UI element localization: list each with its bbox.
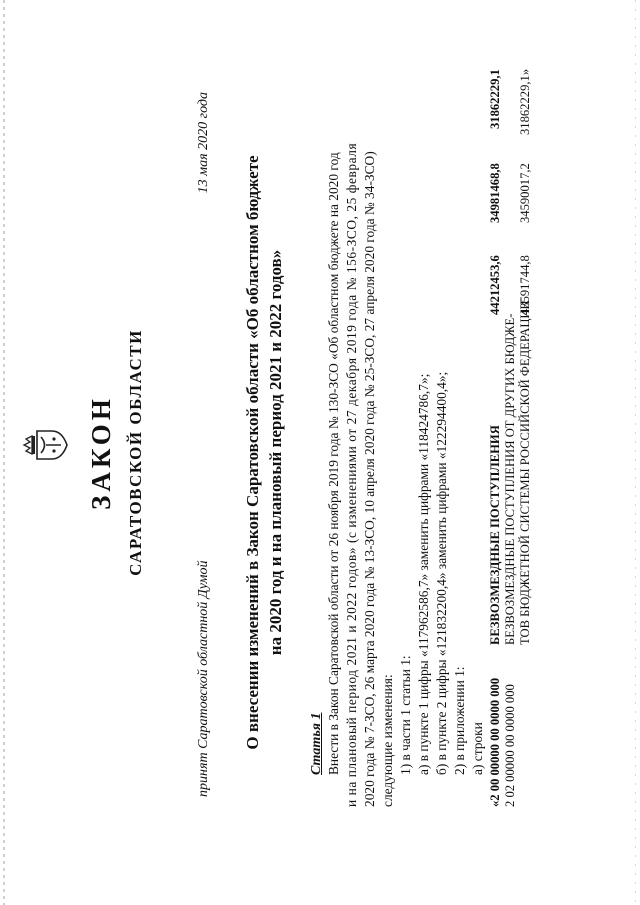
law-title-line-2: на 2020 год и на плановый период 2021 и 2022 годов» <box>265 249 285 656</box>
table-cell-name: БЕЗВОЗМЕЗДНЫЕ ПОСТУПЛЕНИЯ <box>488 425 502 645</box>
table-cell-name: БЕЗВОЗМЕЗДНЫЕ ПОСТУПЛЕНИЯ ОТ ДРУГИХ БЮДЖЕ- <box>503 313 517 645</box>
table-cell-code: «2 00 00000 00 0000 000 <box>488 677 502 807</box>
article-intro-line: следующие изменения: <box>380 674 395 807</box>
table-cell-2021: 34590017,2 <box>518 163 532 223</box>
list-item: а) в пункте 1 цифры «117962586,7» заменить цифрами «118424786,7»; <box>416 373 431 775</box>
table-cell-code: 2 02 00000 00 0000 000 <box>503 684 517 807</box>
list-item: а) строки <box>470 722 485 775</box>
article-intro-line: Внести в Закон Саратовской области от 26 ноября 2019 года № 130-ЗСО «Об областном бюджете на 2020 год <box>326 152 341 775</box>
list-item: б) в пункте 2 цифры «121832200,4» заменить цифрами «122294400,4»; <box>434 371 449 775</box>
table-cell-2022: 31862229,1 <box>488 69 502 129</box>
coat-of-arms-icon <box>22 425 68 465</box>
table-cell-name: ТОВ БЮДЖЕТНОЙ СИСТЕМЫ РОССИЙСКОЙ ФЕДЕРАЦИИ <box>518 300 532 645</box>
table-cell-2022: 31862229,1» <box>518 68 532 135</box>
region-heading: САРАТОВСКОЙ ОБЛАСТИ <box>126 329 145 576</box>
accepted-by-note: принят Саратовской областной Думой <box>196 560 211 797</box>
table-cell-2020: 44212453,6 <box>488 255 502 315</box>
list-item: 2) в приложении 1: <box>452 666 467 775</box>
table-cell-2020: 43591744,8 <box>518 255 532 315</box>
article-heading: Статья 1 <box>309 712 324 775</box>
law-title-line-1: О внесении изменений в Закон Саратовской области «Об областном бюджете <box>243 155 262 750</box>
adoption-date: 13 мая 2020 года <box>196 92 211 194</box>
article-intro-line: и на плановый период 2021 и 2022 годов» (с изменениями от 27 декабря 2019 года № 156-ЗСО, 25 февраля <box>344 142 359 807</box>
law-heading: ЗАКОН <box>86 395 116 510</box>
law-title <box>242 70 288 835</box>
table-cell-2021: 34981468,8 <box>488 163 502 223</box>
article-intro-line: 2020 года № 7-ЗСО, 26 марта 2020 года № 13-ЗСО, 10 апреля 2020 года № 25-ЗСО, 27 апреля 2020 года № 34-ЗСО) <box>362 151 377 807</box>
list-item: 1) в части 1 статьи 1: <box>398 655 413 775</box>
